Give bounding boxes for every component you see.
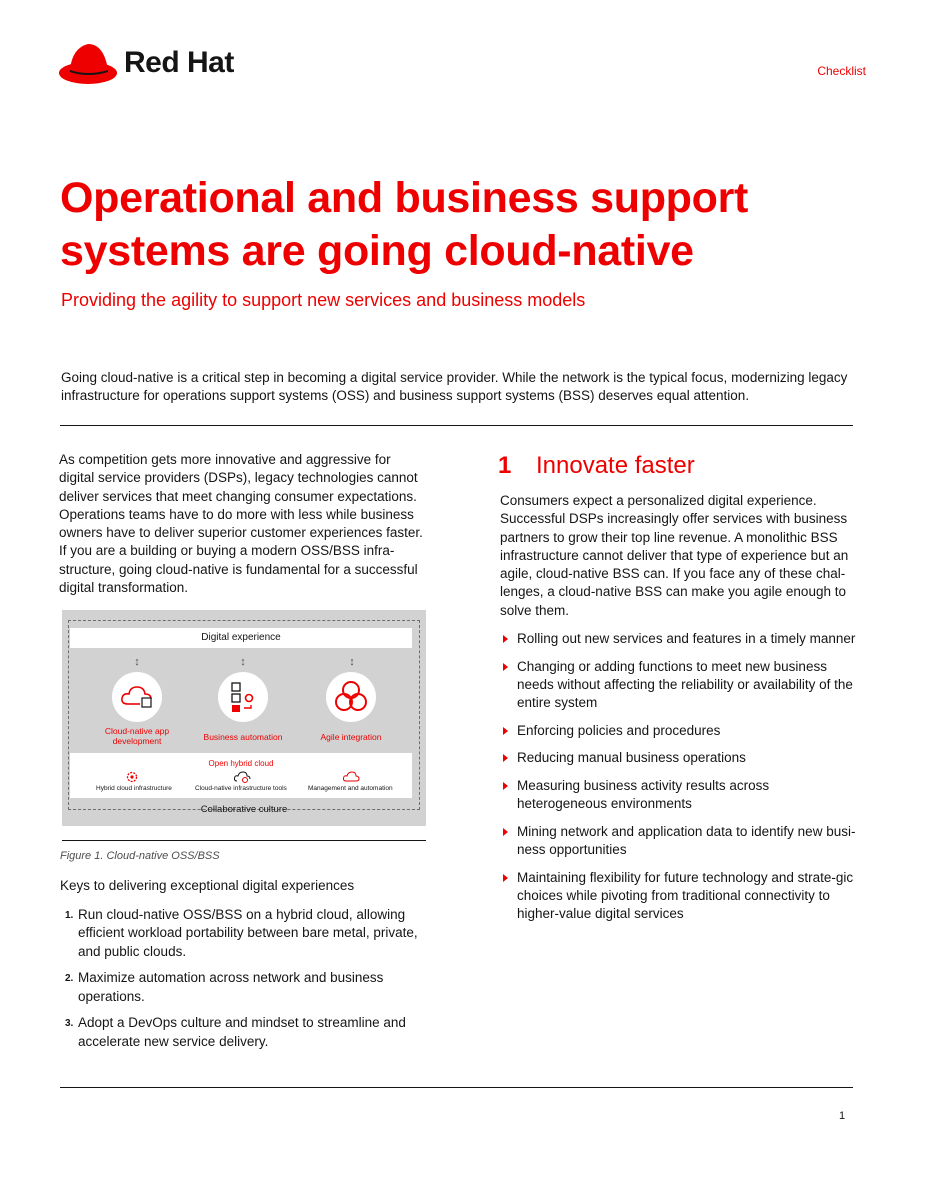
list-item [500, 823, 860, 860]
list-number: 3. [65, 1018, 74, 1030]
cloud-icon [342, 770, 360, 784]
list-item-text: Measuring business activity results across heterogeneous environments [517, 777, 770, 812]
section-title: Innovate faster [536, 452, 695, 479]
list-item-text: Mining network and application data to identify new busi-ness opportunities [517, 823, 856, 858]
divider-bottom [60, 1087, 853, 1088]
platform-item-label: Management and automation [308, 785, 393, 792]
platform-box [70, 753, 412, 798]
divider-top [60, 425, 853, 426]
list-item-text: Maintaining flexibility for future technology and strate-gic choices while pivoting from traditional connectivity to higher-value digital services [517, 869, 854, 922]
figure-divider [62, 840, 426, 841]
figure-bottom-label: Collaborative culture [200, 804, 288, 815]
platform-item-label: Hybrid cloud infrastructure [96, 785, 172, 792]
brand-name: Red Hat [124, 46, 234, 79]
left-paragraph: As competition gets more innovative and aggressive for digital service providers (DSPs), legacy technologies cannot deliver services that meet changing consumer expectations. Operations teams have to do more with less while business owners have to deliver superior customer experiences faster. If you are a building or buying a modern OSS/BSS infra-structure, going cloud-native is fundamental for a successful digital transformation. [59, 452, 423, 596]
list-item-text: Maximize automation across network and business operations. [78, 970, 384, 1004]
figure-caption: Figure 1. Cloud-native OSS/BSS [60, 850, 220, 862]
bullet-arrow-icon [503, 635, 508, 643]
document-type: Checklist [817, 64, 866, 78]
list-item [500, 658, 860, 713]
pillar-label: Agile integration [320, 732, 382, 742]
list-item-text: Run cloud-native OSS/BSS on a hybrid cloud, allowing efficient workload portability between bare metal, private, and public clouds. [78, 907, 418, 959]
bullet-arrow-icon [503, 828, 508, 836]
list-number: 1. [65, 910, 74, 921]
list-item [500, 722, 860, 740]
automation-icon [218, 672, 268, 722]
keys-list [60, 906, 430, 1060]
pillar-label: Business automation [203, 732, 283, 742]
keys-title: Keys to delivering exceptional digital experiences [60, 878, 355, 893]
platform-label: Open hybrid cloud [208, 759, 274, 768]
red-hat-logo [58, 40, 248, 88]
arrow-icon: ↕ [349, 656, 355, 668]
bullet-arrow-icon [503, 663, 508, 671]
list-item [500, 777, 860, 814]
list-item [60, 969, 430, 1006]
cloud-app-icon [112, 672, 162, 722]
bullet-arrow-icon [503, 727, 508, 735]
bullet-arrow-icon [503, 754, 508, 762]
intro-paragraph: Going cloud-native is a critical step in becoming a digital service provider. While the network is the typical focus, modernizing legacy infrastructure for operations support systems (OSS) and business support systems (BSS) deserves equal attention. [61, 370, 848, 403]
pillar-label: Cloud-native app development [104, 726, 170, 746]
list-item-text: Rolling out new services and features in a timely manner [517, 631, 856, 646]
challenges-list [500, 630, 860, 933]
page-number: 1 [839, 1110, 846, 1122]
platform-item-label: Cloud-native infrastructure tools [195, 785, 287, 792]
right-paragraph: Consumers expect a personalized digital experience. Successful DSPs increasingly offer services with business partners to grow their top line revenue. A monolithic BSS infrastructure cannot deliver that type of experience but an agile, cloud-native BSS can. If you face any of these chal-lenges, a cloud-native BSS can make you agile enough to solve them. [500, 493, 849, 618]
integration-icon [326, 672, 376, 722]
list-item [60, 1014, 430, 1051]
list-item [500, 630, 860, 648]
cloud-gear-icon [233, 770, 251, 784]
list-item-text: Adopt a DevOps culture and mindset to streamline and accelerate new service delivery. [78, 1015, 406, 1049]
list-number: 2. [65, 973, 74, 985]
arrow-icon: ↕ [134, 656, 140, 668]
figure-top-label: Digital experience [70, 628, 412, 648]
bullet-arrow-icon [503, 874, 508, 882]
bullet-arrow-icon [503, 782, 508, 790]
list-item-text: Changing or adding functions to meet new business needs without affecting the reliability or availability of the entire system [517, 658, 853, 711]
red-hat-icon [58, 40, 120, 88]
gear-icon [125, 770, 139, 784]
list-item [500, 749, 860, 767]
list-item [60, 906, 430, 961]
list-item-text: Reducing manual business operations [517, 750, 746, 766]
page-title: Operational and business support systems are going cloud-native [60, 174, 749, 275]
page-subtitle: Providing the agility to support new services and business models [61, 290, 586, 310]
arrow-icon: ↕ [240, 656, 246, 668]
list-item-text: Enforcing policies and procedures [517, 722, 721, 738]
list-item [500, 869, 860, 924]
section-number: 1 [498, 452, 512, 479]
figure-diagram [62, 610, 426, 826]
